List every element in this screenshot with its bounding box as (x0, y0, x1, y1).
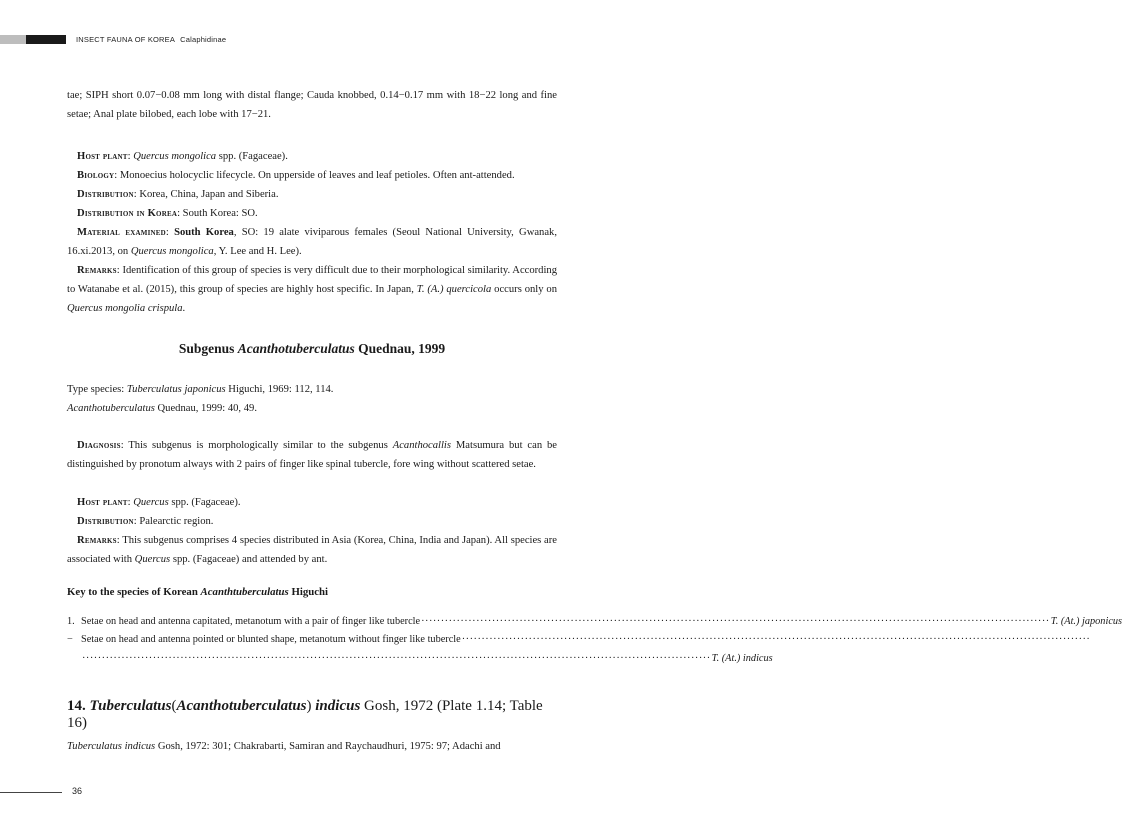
remarks-text: Identification of this group of species is very difficult due to their morphological similarity. According to Watanabe et al. (2015), this group of species are highly host specific. In Japan, (67, 265, 558, 295)
species-author: Gosh, 1972 (Plate 1.14; Table 16) (67, 698, 543, 731)
distribution-paragraph: Distribution: Korea, China, Japan and Siberia. (77, 189, 279, 200)
footer-rule (0, 792, 62, 793)
remarks-species: T. (A.) quercicola (416, 284, 492, 295)
key-row-2-leader: ································································································································································ (461, 634, 1091, 645)
subgenus-heading (67, 341, 557, 357)
distribution-korea-label: Distribution in Korea (77, 208, 178, 219)
remarks-text-2: occurs only on (491, 284, 557, 295)
key-title-author: Higuchi (288, 586, 329, 598)
material-collectors: , Y. Lee and H. Lee). (213, 246, 302, 257)
page-number: 36 (72, 786, 83, 796)
remarks-paragraph: Remarks: Identification of this group of species is very difficult due to their morphological similarity. According to Watanabe et al. (2015), this group of species are highly host specific. In Japan, T. (A.) quercicola occurs only on Quercus mongolia crispula. (67, 265, 558, 314)
species-epithet: indicus (315, 698, 361, 714)
header-bar-dark (26, 35, 66, 44)
distribution-korea-text: South Korea: SO. (182, 208, 258, 219)
key-row-2 (67, 633, 1091, 647)
key-row-2-result: T. (At.) indicus (711, 653, 773, 664)
species-number: 14. (67, 698, 90, 714)
subgenus-distribution-paragraph: Distribution: Palearctic region. (77, 516, 214, 527)
biology-label: Biology (77, 170, 115, 181)
diagnosis-genus: Acanthocallis (392, 440, 451, 451)
key-row-2-leader-continued: ································································································································································ (82, 653, 711, 664)
material-paragraph: Material examined: South Korea, SO: 19 alate viviparous females (Seoul National University, Gwanak, 16.xi.2013, on Quercus mongolica, Y. Lee and H. Lee). (67, 227, 557, 257)
subgenus-distribution-label: Distribution (77, 516, 134, 527)
synonym-line (67, 399, 557, 418)
book-title: INSECT FAUNA OF KOREA (76, 35, 176, 44)
key-row-1-result: T. (At.) japonicus (1050, 616, 1122, 627)
running-header (76, 35, 226, 44)
subgenus-distribution-text: Palearctic region. (139, 516, 214, 527)
species-subgenus: Acanthotuberculatus (176, 698, 307, 714)
subgenus-prefix: Subgenus (178, 341, 238, 356)
remarks-plant: Quercus mongolia crispula (67, 303, 183, 314)
species-genus: Tuberculatus (89, 698, 172, 714)
subgenus-remarks-label: Remarks (77, 535, 117, 546)
host-plant-name: Quercus mongolica (133, 151, 217, 162)
synonymy-name: Tuberculatus indicus (67, 741, 156, 752)
subgenus-remarks-end: spp. (Fagaceae) and attended by ant. (170, 554, 328, 565)
biology-paragraph: Biology: Monoecius holocyclic lifecycle. On upperside of leaves and leaf petioles. Often ant-attended. (77, 170, 515, 181)
type-species-label: Type species: (67, 384, 127, 395)
diagnosis-text: This subgenus is morphologically similar to the subgenus (128, 440, 393, 451)
subgenus-remarks-plant: Quercus (134, 554, 171, 565)
synonymy-paragraph (67, 737, 557, 756)
material-country: South Korea (174, 227, 234, 238)
key-row-1 (67, 615, 1122, 629)
subgenus-host-name: Quercus (133, 497, 169, 508)
key-row-1-leader: ································································································································································ (421, 616, 1050, 627)
subgenus-author: Quednau, 1999 (354, 341, 446, 356)
distribution-label: Distribution (77, 189, 134, 200)
remarks-label: Remarks (77, 265, 117, 276)
key-row-2-text: Setae on head and antenna pointed or blunted shape, metanotum without finger like tubercle (81, 634, 461, 645)
type-species-line (67, 380, 557, 399)
key-row-1-number: 1. (67, 616, 75, 627)
subgenus-remarks-text: This subgenus comprises 4 species distributed in Asia (Korea, China, India and Japan). All species are associated with (67, 535, 557, 565)
synonym-citation: Quednau, 1999: 40, 49. (154, 403, 257, 414)
synonym-name: Acanthotuberculatus (67, 403, 155, 414)
header-bar-light (0, 35, 26, 44)
subgenus-host-paragraph: Host plant: Quercus spp. (Fagaceae). (77, 497, 241, 508)
diagnosis-text-2: Matsumura but can be distinguished by pronotum always with 2 pairs of finger like spinal tubercle, fore wing without scattered setae. (67, 440, 557, 470)
species-heading: 14. Tuberculatus(Acanthotuberculatus) indicus Gosh, 1972 (Plate 1.14; Table 16) (67, 698, 543, 731)
host-plant-label: Host plant (77, 151, 128, 162)
material-text: , SO: 19 alate viviparous females (Seoul National University, Gwanak, 16.xi.2013, on (67, 227, 557, 257)
subgenus-host-label: Host plant (77, 497, 128, 508)
host-plant-family: spp. (Fagaceae). (216, 151, 288, 162)
key-row-1-text: Setae on head and antenna capitated, metanotum with a pair of finger like tubercle (81, 616, 421, 627)
host-plant-paragraph: Host plant: Quercus mongolica spp. (Fagaceae). (77, 151, 288, 162)
type-species-citation: Higuchi, 1969: 112, 114. (225, 384, 334, 395)
remarks-end: . (182, 303, 186, 314)
key-title-prefix: Key to the species of Korean (67, 586, 201, 598)
continued-description: tae; SIPH short 0.07−0.08 mm long with distal flange; Cauda knobbed, 0.14−0.17 mm with 18−22 long and fine setae; Anal plate bilobed, each lobe with 17−21. (67, 90, 557, 120)
diagnosis-label: Diagnosis (77, 440, 121, 451)
distribution-korea-paragraph: Distribution in Korea: South Korea: SO. (77, 208, 258, 219)
subgenus-host-family: spp. (Fagaceae). (168, 497, 241, 508)
diagnosis-paragraph: Diagnosis: This subgenus is morphologically similar to the subgenus Acanthocallis Matsumura but can be distinguished by pronotum always with 2 pairs of finger like spinal tubercle, fore wing without scattered setae. (67, 440, 557, 470)
key-row-2-number: − (67, 634, 73, 645)
material-label: Material examined (77, 227, 166, 238)
key-row-2-continued (67, 652, 773, 666)
key-title (67, 586, 328, 598)
biology-text: Monoecius holocyclic lifecycle. On upperside of leaves and leaf petioles. Often ant-attended. (119, 170, 515, 181)
subgenus-remarks-paragraph: Remarks: This subgenus comprises 4 species distributed in Asia (Korea, China, India and Japan). All species are associated with Quercus spp. (Fagaceae) and attended by ant. (67, 535, 557, 565)
key-title-genus: Acanthtuberculatus (200, 586, 289, 598)
subgenus-name: Acanthotuberculatus (237, 341, 355, 356)
material-plant: Quercus mongolica (130, 246, 214, 257)
type-species-name: Tuberculatus japonicus (126, 384, 226, 395)
distribution-text: Korea, China, Japan and Siberia. (139, 189, 279, 200)
synonymy-text: Gosh, 1972: 301; Chakrabarti, Samiran and Raychaudhuri, 1975: 97; Adachi and (155, 741, 501, 752)
section-title: Calaphidinae (180, 35, 227, 44)
